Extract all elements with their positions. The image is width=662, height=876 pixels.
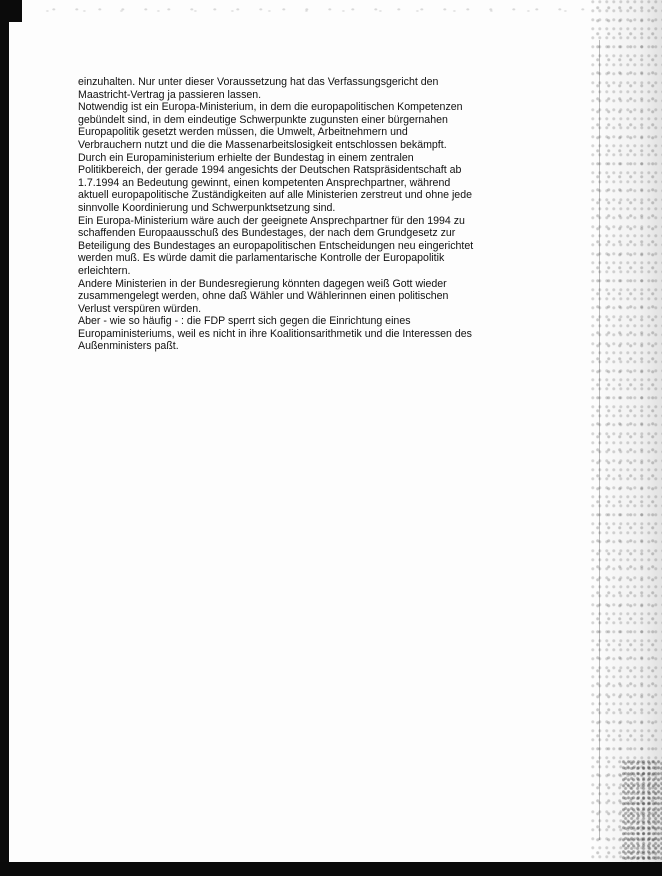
scan-artifact-top xyxy=(40,3,600,19)
paragraph: Andere Ministerien in der Bundesregierung könnten dagegen weiß Gott wieder zusammengelegt werden, ohne daß Wähler und Wählerinnen einen politischen Verlust verspüren würden. xyxy=(78,277,449,315)
paragraph: Durch ein Europaministerium erhielte der Bundestag in einem zentralen Politikbereich, der gerade 1994 angesichts der Deutschen Ratspräsidentschaft ab 1.7.1994 an Bedeutung gewinnt, einen kompetenten Ansprechpartner, während aktuell europapolitische Zuständigkeiten auf alle Ministerien zerstreut und ohne jede sinnvolle Koordinierung und Schwerpunktsetzung sind. xyxy=(78,151,472,214)
paragraph: Notwendig ist ein Europa-Ministerium, in dem die europapolitischen Kompetenzen gebündelt sind, in dem eindeutige Schwerpunkte zugunsten einer bürgernahen Europapolitik gesetzt werden müssen, die Umwelt, Arbeitnehmern und Verbrauchern nutzt und die die Massenarbeitslosigkeit entschlossen bekämpft. xyxy=(78,101,463,151)
scan-border-bottom xyxy=(0,862,662,876)
document-body xyxy=(78,76,508,353)
scan-edge-line xyxy=(599,40,600,840)
paragraph: Ein Europa-Ministerium wäre auch der geeignete Ansprechpartner für den 1994 zu schaffenden Europaausschuß des Bundestages, der nach dem Grundgesetz zur Beteiligung des Bundestages an europapolitischen Entscheidungen neu eingerichtet werden muß. Es würde damit die parlamentarische Kontrolle der Europapolitik erleichtern. xyxy=(78,214,474,277)
paragraph: einzuhalten. Nur unter dieser Voraussetzung hat das Verfassungsgericht den Maastricht-Vertrag ja passieren lassen. xyxy=(78,76,439,101)
scan-corner-top-left xyxy=(0,0,22,22)
scan-artifact-right xyxy=(590,0,662,862)
paragraph: Aber - wie so häufig - : die FDP sperrt sich gegen die Einrichtung eines Europaministeriums, weil es nicht in ihre Koalitionsarithmetik und die Interessen des Außenministers paßt. xyxy=(78,315,472,353)
scan-artifact-right-lower xyxy=(622,760,662,862)
scan-border-left xyxy=(0,0,9,876)
